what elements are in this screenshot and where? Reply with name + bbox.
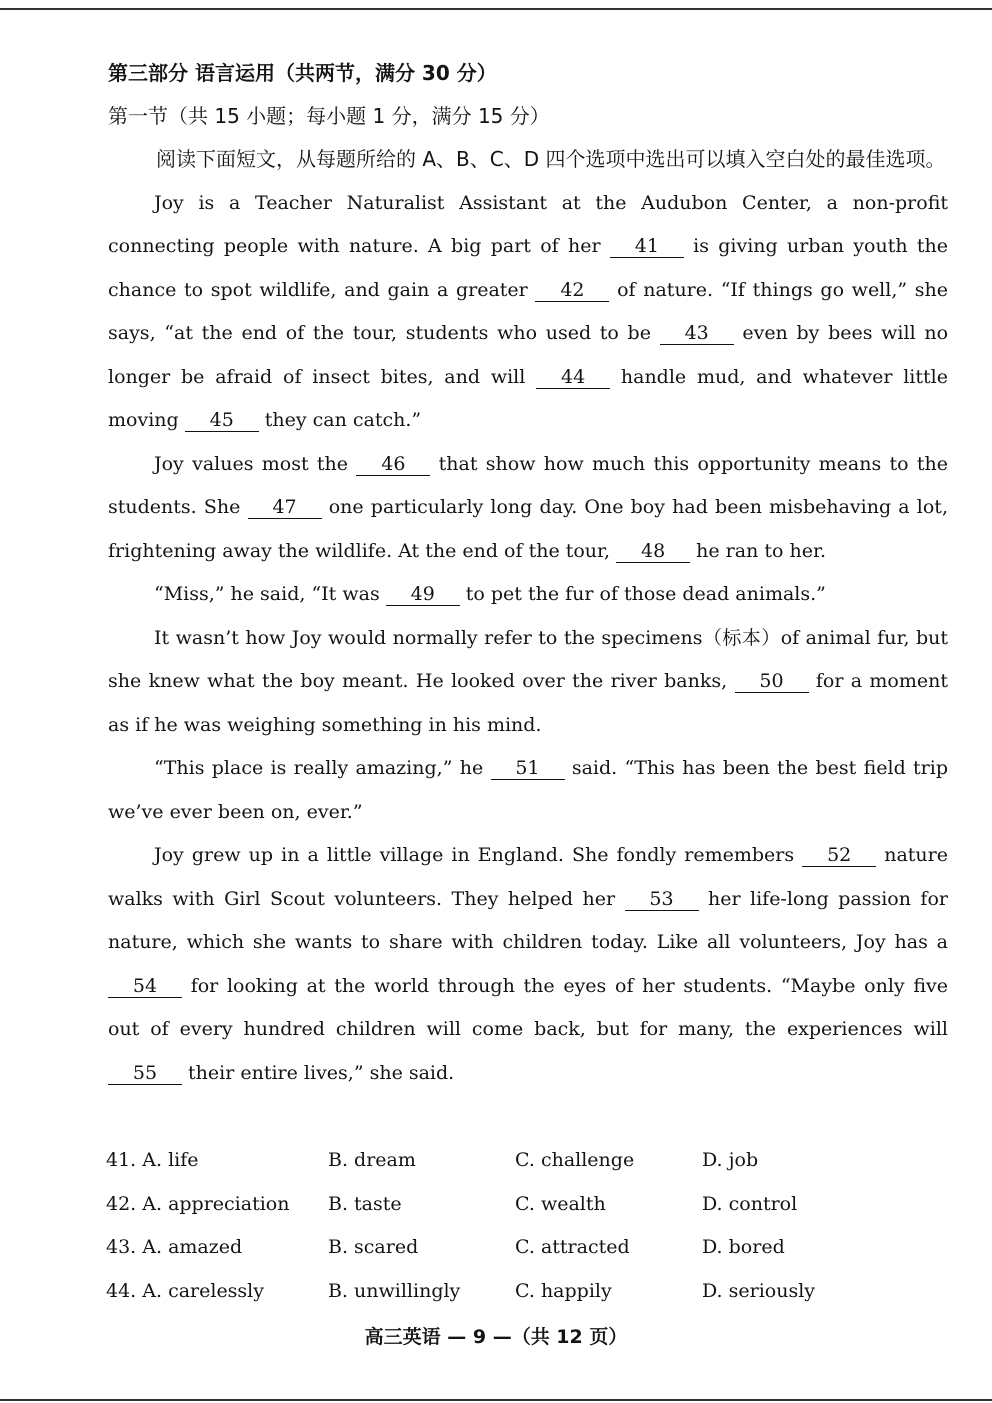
passage-text: nature walks with Girl Scout volunteers. They helped her — [108, 844, 948, 910]
blank-51: 51 — [491, 757, 565, 780]
passage-text: one particularly long day. One boy had been misbehaving a lot, frightening away the wildlife. At the end of the tour, — [108, 496, 948, 562]
blank-55: 55 — [108, 1062, 182, 1085]
question-options-42 — [106, 1183, 866, 1227]
option-d: D. control — [702, 1192, 798, 1215]
passage-text: for looking at the world through the eyes of her students. “Maybe only five out of every hundred children will come back, but for many, the experiences will — [108, 974, 948, 1040]
passage-text: Joy values most the — [154, 452, 357, 475]
blank-53: 53 — [625, 888, 699, 911]
option-b: B. unwillingly — [328, 1279, 461, 1302]
blank-42: 42 — [535, 279, 609, 302]
passage-text: “Miss,” he said, “It was — [154, 583, 386, 605]
blank-46: 46 — [356, 453, 430, 476]
question-options-44 — [106, 1270, 866, 1314]
passage-text: to pet the fur of those dead animals.” — [459, 583, 826, 605]
passage-text: handle mud, and whatever little moving — [108, 365, 948, 431]
passage-text: for a moment as if he was weighing something in his mind. — [108, 670, 948, 736]
option-b: B. scared — [328, 1236, 419, 1258]
passage-text: even by bees will no longer be afraid of insect bites, and will — [108, 322, 949, 388]
passage-paragraph — [108, 182, 948, 443]
option-c: C. happily — [515, 1279, 612, 1302]
passage-text: “This place is really amazing,” he — [154, 757, 491, 779]
option-d: D. seriously — [702, 1279, 816, 1302]
passage-text: he ran to her. — [690, 539, 827, 562]
question-options-41 — [106, 1139, 866, 1183]
passage-paragraph — [108, 573, 948, 617]
option-d: D. job — [702, 1149, 759, 1171]
blank-45: 45 — [185, 409, 259, 432]
passage-text: her life-long passion for nature, which she wants to share with children today. Like all volunteers, Joy has a — [108, 887, 948, 953]
blank-41: 41 — [610, 235, 684, 258]
option-a: 43. A. amazed — [106, 1236, 243, 1258]
question-options-43 — [106, 1226, 866, 1270]
passage-text: is giving urban youth the chance to spot wildlife, and gain a greater — [108, 235, 948, 301]
option-c: C. attracted — [515, 1236, 630, 1258]
passage-text: of nature. “If things go well,” she says, “at the end of the tour, students who used to be — [108, 278, 948, 344]
option-c: C. challenge — [515, 1149, 635, 1171]
passage-paragraph — [108, 834, 948, 1095]
blank-50: 50 — [735, 670, 809, 693]
option-a: 44. A. carelessly — [106, 1279, 264, 1302]
option-c: C. wealth — [515, 1192, 606, 1215]
passage-paragraph — [108, 617, 948, 748]
passage-paragraph — [108, 747, 948, 834]
page-content — [108, 52, 948, 1095]
part-title: 第三部分 语言运用（共两节，满分 30 分） — [108, 61, 497, 85]
passage-text: their entire lives,” she said. — [182, 1061, 455, 1084]
blank-43: 43 — [660, 322, 734, 345]
passage-text: that show how much this opportunity means to the students. She — [108, 452, 948, 518]
blank-54: 54 — [108, 975, 182, 998]
top-rule — [0, 8, 992, 10]
cloze-passage — [108, 182, 948, 1096]
directions: 阅读下面短文，从每题所给的 A、B、C、D 四个选项中选出可以填入空白处的最佳选项。 — [156, 147, 946, 171]
blank-47: 47 — [248, 496, 322, 519]
blank-49: 49 — [386, 583, 460, 606]
option-a: 42. A. appreciation — [106, 1192, 290, 1215]
option-a: 41. A. life — [106, 1149, 199, 1171]
blank-44: 44 — [536, 366, 610, 389]
passage-text: said. “This has been the best field trip we’ve ever been on, ever.” — [108, 757, 948, 823]
answer-options — [106, 1139, 866, 1313]
passage-text: Joy is a Teacher Naturalist Assistant at the Audubon Center, a non-profit connecting people with nature. A big part of her — [108, 191, 948, 257]
passage-text: Joy grew up in a little village in England. She fondly remembers — [154, 844, 803, 866]
bottom-rule — [0, 1399, 992, 1401]
option-b: B. dream — [328, 1149, 416, 1171]
page-footer: 高三英语 — 9 —（共 12 页） — [364, 1326, 628, 1348]
passage-text: they can catch.” — [258, 409, 422, 431]
blank-48: 48 — [616, 540, 690, 563]
blank-52: 52 — [802, 844, 876, 867]
option-d: D. bored — [702, 1236, 785, 1258]
section-title: 第一节（共 15 小题；每小题 1 分，满分 15 分） — [108, 104, 550, 128]
option-b: B. taste — [328, 1192, 402, 1215]
passage-text: It wasn’t how Joy would normally refer to the specimens（标本）of animal fur, but she knew what the boy meant. He looked over the river banks, — [108, 626, 948, 692]
passage-paragraph — [108, 443, 948, 574]
